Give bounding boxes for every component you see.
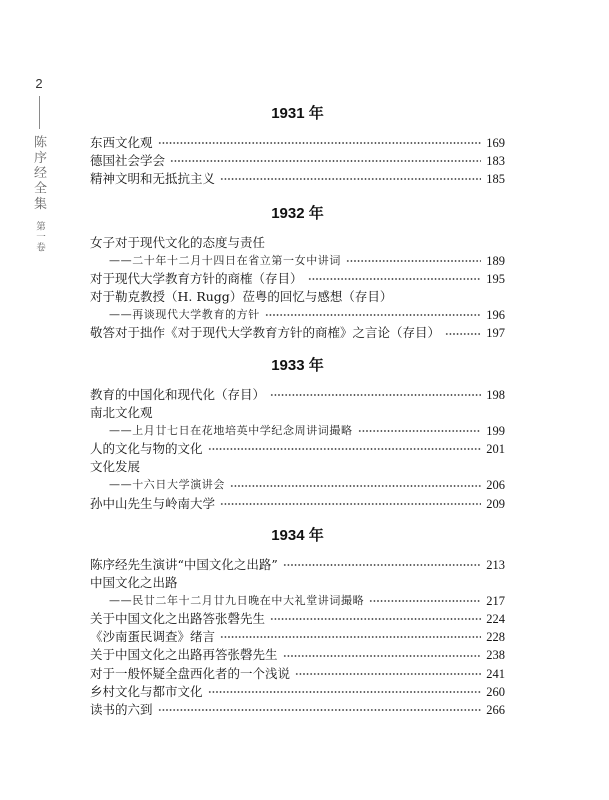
entry-page-number: 169 xyxy=(486,136,505,150)
entry-title: 人的文化与物的文化 xyxy=(90,441,203,457)
toc-entry-subtitle xyxy=(90,252,505,270)
entry-page-number: 183 xyxy=(486,154,505,169)
toc-section-1932 xyxy=(90,202,505,343)
toc-entry xyxy=(90,288,505,306)
entry-title: 教育的中国化和现代化（存目） xyxy=(90,387,266,402)
dot-leader xyxy=(346,259,481,263)
entry-title: 《沙南蛋民调查》绪言 xyxy=(90,629,216,645)
entry-page-number: 260 xyxy=(486,684,505,699)
toc-entry xyxy=(90,386,505,404)
toc-section-1934 xyxy=(90,524,505,719)
running-title: 陈序经全集 xyxy=(31,135,46,212)
entry-title: 关于中国文化之出路再答张磬先生 xyxy=(90,647,278,663)
entry-page-number: 241 xyxy=(486,666,505,681)
section-year-heading: 1934 年 xyxy=(271,527,324,544)
entry-title: 对于勒克教授（H. Rugg）莅粤的回忆与感想（存目） xyxy=(90,289,393,305)
entry-title: 南北文化观 xyxy=(90,405,153,421)
toc-entry-subtitle xyxy=(90,422,505,440)
entry-title: 读书的六到 xyxy=(90,701,153,717)
toc-entry xyxy=(90,628,505,646)
toc-section-1931 xyxy=(90,102,505,188)
entry-title: 东西文化观 xyxy=(90,135,153,150)
entry-page-number: 196 xyxy=(486,308,505,323)
entry-page-number: 238 xyxy=(486,648,505,663)
entry-page-number: 266 xyxy=(486,702,505,717)
dot-leader xyxy=(445,332,481,336)
entry-subtitle: ——十六日大学演讲会 xyxy=(109,478,225,492)
dot-leader xyxy=(358,429,481,433)
section-year-heading: 1933 年 xyxy=(271,357,324,374)
dot-leader xyxy=(170,159,481,163)
entry-title: 对于现代大学教育方针的商榷（存目） xyxy=(90,271,303,287)
dot-leader xyxy=(230,484,481,488)
entry-title: 对于一般怀疑全盘西化者的一个浅说 xyxy=(90,665,291,681)
entry-subtitle: ——上月廿七日在花地培英中学纪念周讲词撮略 xyxy=(109,424,353,438)
dot-leader xyxy=(208,690,481,694)
toc-entry xyxy=(90,404,505,422)
entry-page-number: 199 xyxy=(486,424,505,439)
toc-entry xyxy=(90,574,505,592)
entry-subtitle: ——二十年十二月十四日在省立第一女中讲词 xyxy=(109,254,341,268)
entry-page-number: 198 xyxy=(486,388,505,402)
entry-page-number: 217 xyxy=(486,594,505,609)
entry-title: 陈序经先生演讲“中国文化之出路” xyxy=(90,557,278,572)
dot-leader xyxy=(158,141,481,145)
entry-subtitle: ——再谈现代大学教育的方针 xyxy=(109,308,260,322)
entry-subtitle: ——民廿二年十二月廿九日晚在中大礼堂讲词撮略 xyxy=(109,594,365,608)
dot-leader xyxy=(220,635,481,639)
entry-title: 敬答对于拙作《对于现代大学教育方针的商榷》之言论（存目） xyxy=(90,325,441,341)
toc-section-1933 xyxy=(90,354,505,513)
toc-entry xyxy=(90,440,505,458)
entry-page-number: 185 xyxy=(486,172,505,187)
toc-entry xyxy=(90,170,505,188)
margin-rule xyxy=(39,96,40,129)
toc-entry-subtitle xyxy=(90,306,505,324)
dot-leader xyxy=(295,672,481,676)
page-number: 2 xyxy=(35,76,43,91)
entry-title: 精神文明和无抵抗主义 xyxy=(90,171,216,187)
toc-entry xyxy=(90,134,505,152)
entry-page-number: 189 xyxy=(486,254,505,269)
toc-entry-subtitle xyxy=(90,476,505,494)
toc-entry xyxy=(90,683,505,701)
toc-entry xyxy=(90,556,505,574)
dot-leader xyxy=(369,599,481,603)
dot-leader xyxy=(265,313,481,317)
entry-page-number: 228 xyxy=(486,630,505,645)
toc-entry xyxy=(90,701,505,719)
entry-page-number: 197 xyxy=(486,326,505,341)
toc-entry xyxy=(90,152,505,170)
toc-entry xyxy=(90,458,505,476)
dot-leader xyxy=(308,277,481,281)
volume-label: 第一卷 xyxy=(34,221,45,253)
toc-entry-subtitle xyxy=(90,592,505,610)
toc-entry xyxy=(90,665,505,683)
entry-title: 女子对于现代文化的态度与责任 xyxy=(90,235,266,250)
dot-leader xyxy=(158,708,481,712)
toc-entry xyxy=(90,270,505,288)
toc-entry xyxy=(90,495,505,513)
toc-entry xyxy=(90,610,505,628)
entry-title: 文化发展 xyxy=(90,459,141,475)
section-year-heading: 1932 年 xyxy=(271,205,324,222)
section-year-heading: 1931 年 xyxy=(271,105,324,122)
dot-leader xyxy=(283,563,481,567)
dot-leader xyxy=(220,502,481,506)
entry-title: 关于中国文化之出路答张磬先生 xyxy=(90,611,266,627)
entry-title: 德国社会学会 xyxy=(90,153,166,169)
dot-leader xyxy=(270,393,481,397)
dot-leader xyxy=(270,617,481,621)
entry-title: 乡村文化与都市文化 xyxy=(90,683,203,699)
entry-page-number: 213 xyxy=(486,558,505,572)
entry-page-number: 224 xyxy=(486,612,505,627)
entry-title: 中国文化之出路 xyxy=(90,575,178,591)
dot-leader xyxy=(283,654,481,658)
toc-entry xyxy=(90,324,505,342)
entry-title: 孙中山先生与岭南大学 xyxy=(90,495,216,511)
dot-leader xyxy=(220,177,481,181)
entry-page-number: 201 xyxy=(486,442,505,457)
toc-entry xyxy=(90,646,505,664)
entry-page-number: 206 xyxy=(486,478,505,493)
toc-entry xyxy=(90,234,505,252)
entry-page-number: 209 xyxy=(486,496,505,511)
dot-leader xyxy=(208,447,481,451)
entry-page-number: 195 xyxy=(486,272,505,287)
